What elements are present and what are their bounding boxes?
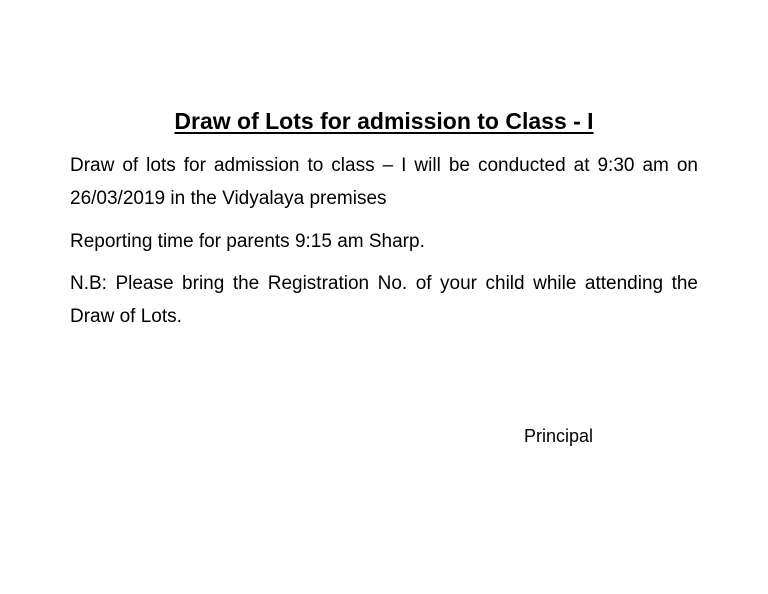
notice-title: Draw of Lots for admission to Class - I bbox=[174, 108, 594, 134]
signature-principal: Principal bbox=[524, 426, 594, 446]
paragraph-nb-registration: N.B: Please bring the Registration No. of your child while attending the Draw of Lots. bbox=[70, 273, 698, 327]
paragraph-reporting-time: Reporting time for parents 9:15 am Sharp. bbox=[70, 231, 425, 252]
paragraph-draw-schedule: Draw of lots for admission to class – I will be conducted at 9:30 am on 26/03/2019 in the Vidyalaya premises bbox=[70, 155, 698, 209]
